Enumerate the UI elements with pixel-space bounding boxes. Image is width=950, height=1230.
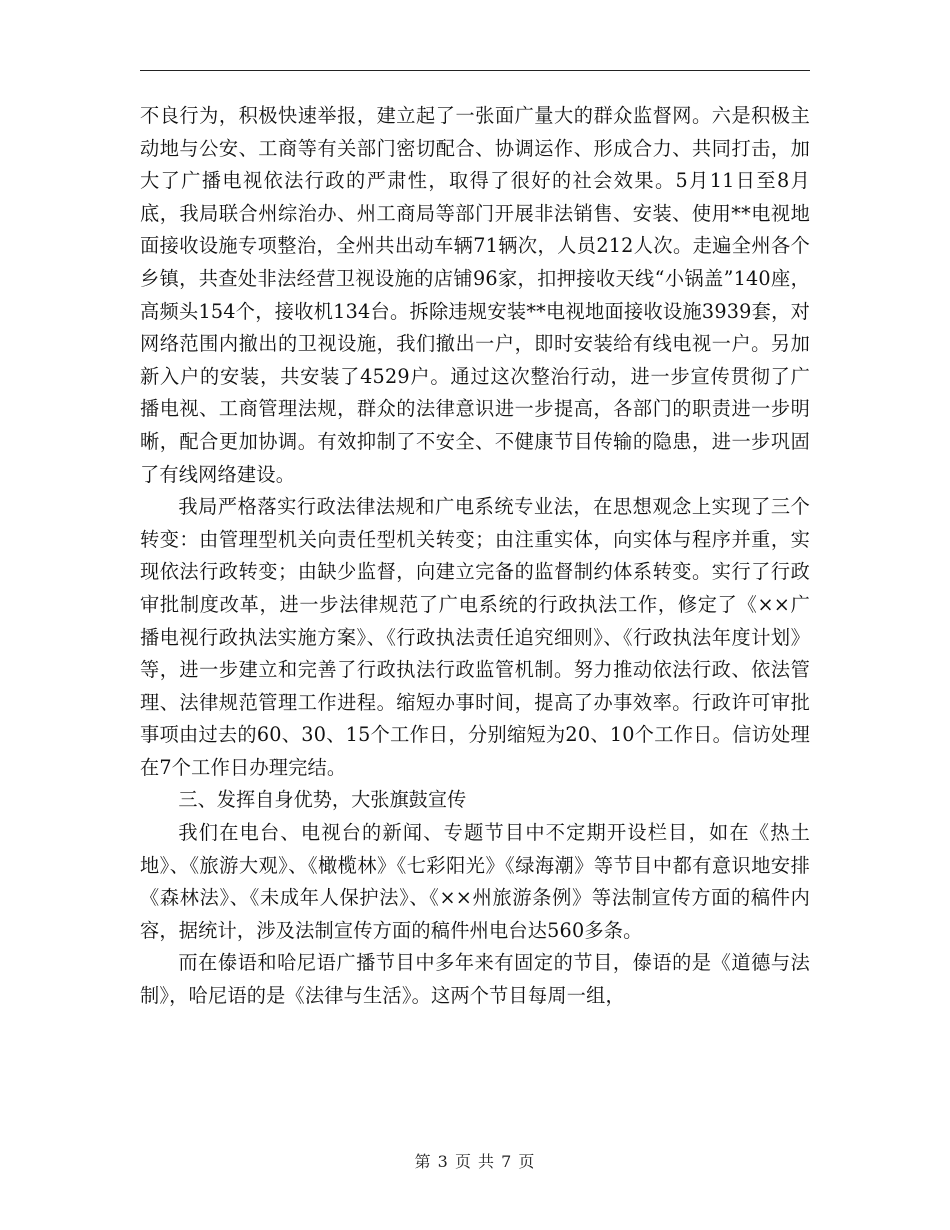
body-paragraph: 我们在电台、电视台的新闻、专题节目中不定期开设栏目，如在《热土地》、《旅游大观》、《橄榄林》《七彩阳光》《绿海潮》等节目中都有意识地安排《森林法》、《未成年人保护法》、《××州旅游条例》等法制宣传方面的稿件内容，据统计，涉及法制宣传方面的稿件州电台达560多条。 — [140, 821, 810, 942]
page-number-footer: 第 3 页 共 7 页 — [414, 1152, 536, 1171]
body-paragraph: 我局严格落实行政法律法规和广电系统专业法，在思想观念上实现了三个转变：由管理型机关向责任型机关转变；由注重实体，向实体与程序并重，实现依法行政转变；由缺少监督，向建立完备的监督制约体系转变。实行了行政审批制度改革，进一步法律规范了广电系统的行政执法工作，修定了《××广播电视行政执法实施方案》、《行政执法责任追究细则》、《行政执法年度计划》等，进一步建立和完善了行政执法行政监管机制。努力推动依法行政、依法管理、法律规范管理工作进程。缩短办事时间，提高了办事效率。行政许可审批事项由过去的60、30、15个工作日，分别缩短为20、10个工作日。信访处理在7个工作日办理完结。 — [140, 495, 810, 779]
section-heading: 三、发挥自身优势，大张旗鼓宣传 — [178, 788, 467, 812]
header-divider — [140, 70, 810, 71]
body-paragraph: 不良行为，积极快速举报，建立起了一张面广量大的群众监督网。六是积极主动地与公安、工商等有关部门密切配合、协调运作、形成合力、共同打击，加大了广播电视依法行政的严肃性，取得了很好的社会效果。5月11日至8月底，我局联合州综治办、州工商局等部门开展非法销售、安装、使用**电视地面接收设施专项整治，全州共出动车辆71辆次，人员212人次。走遍全州各个乡镇，共查处非法经营卫视设施的店铺96家，扣押接收天线“小锅盖”140座，高频头154个，接收机134台。拆除违规安装**电视地面接收设施3939套，对网络范围内撤出的卫视设施，我们撤出一户，即时安装给有线电视一户。另加新入户的安装，共安装了4529户。通过这次整治行动，进一步宣传贯彻了广播电视、工商管理法规，群众的法律意识进一步提高，各部门的职责进一步明晰，配合更加协调。有效抑制了不安全、不健康节目传输的隐患，进一步巩固了有线网络建设。 — [140, 104, 810, 486]
document-body — [140, 100, 810, 1013]
body-paragraph: 而在傣语和哈尼语广播节目中多年来有固定的节目，傣语的是《道德与法制》，哈尼语的是《法律与生活》。这两个节目每周一组， — [140, 951, 810, 1008]
